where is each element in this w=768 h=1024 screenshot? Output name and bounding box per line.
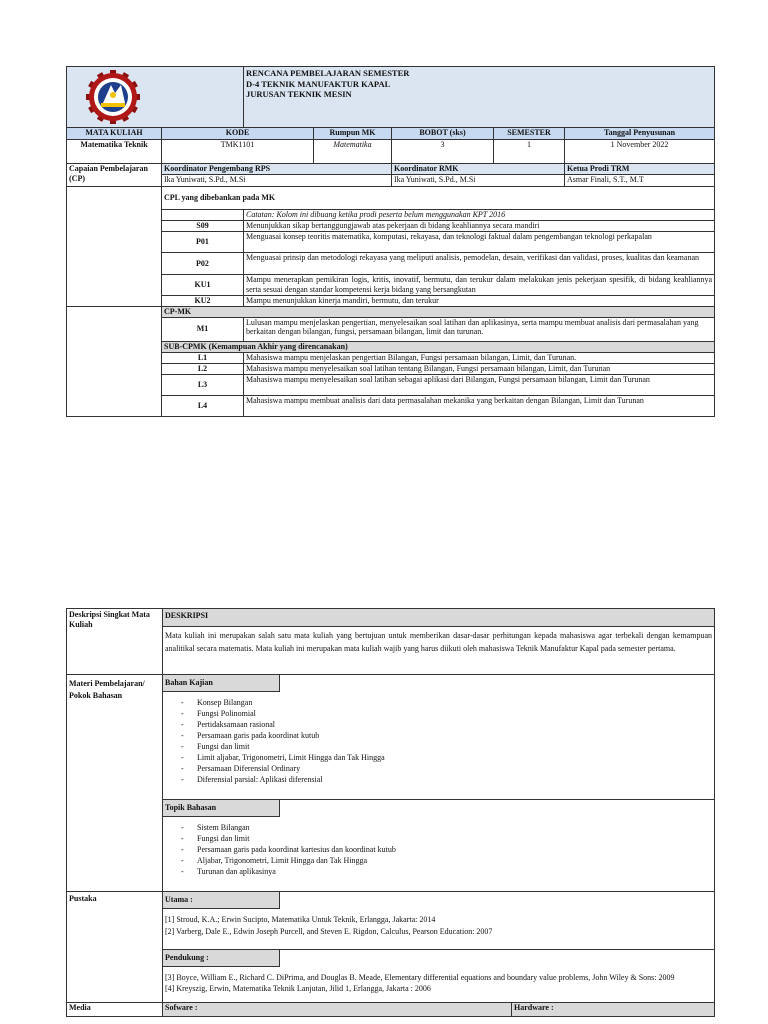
course-credits: 3: [392, 140, 494, 164]
course-group: Matematika: [314, 140, 392, 164]
bahan-kajian-cell: [163, 675, 715, 800]
cpl-code: KU1: [162, 275, 244, 296]
list-item: - Pertidaksamaan rasional: [181, 719, 712, 730]
media-label: Media: [67, 1003, 163, 1017]
rps-header-table: [66, 66, 715, 417]
name-kaprodi: Asmar Finali, S.T., M.T: [565, 175, 715, 187]
cpl-code: P02: [162, 253, 244, 275]
col-header-bobot: BOBOT (sks): [392, 128, 494, 140]
desc-label: Deskripsi Singkat Mata Kuliah: [67, 609, 163, 675]
cpmk-heading: CP-MK: [162, 307, 715, 318]
subcpmk-code: L3: [162, 374, 244, 395]
utama-heading: [163, 892, 281, 909]
document-title: RENCANA PEMBELAJARAN SEMESTER: [246, 68, 410, 78]
software-label: Sofware :: [163, 1003, 512, 1017]
note-spacer: [162, 210, 244, 221]
course-semester: 1: [494, 140, 565, 164]
list-item: - Limit aljabar, Trigonometri, Limit Hingga dan Tak Hingga: [181, 752, 712, 763]
poliwangi-logo: [79, 68, 147, 126]
utama-ref: [1] Stroud, K.A.; Erwin Sucipto, Matematika Untuk Teknik, Erlangga, Jakarta: 2014: [165, 914, 436, 924]
list-item: - Persamaan garis pada koordinat kutub: [181, 730, 712, 741]
topik-bahasan-cell: [163, 800, 715, 892]
bahan-heading: Bahan Kajian: [163, 675, 281, 692]
hardware-label: Hardware :: [512, 1003, 715, 1017]
course-name: Matematika Teknik: [67, 140, 162, 164]
pendukung-ref: [3] Boyce, William E., Richard C. DiPrima, and Douglas B. Meade, Elementary differential equations and boundary value problems, John Wiley & Sons: 2009: [165, 972, 675, 982]
col-header-mata-kuliah: MATA KULIAH: [67, 128, 162, 140]
pustaka-utama-cell: [163, 892, 715, 950]
cpmk-text: Lulusan mampu menjelaskan pengertian, menyelesaikan soal latihan dan aplikasinya, serta mampu membuat analisis dari permasalahan yang berkaitan dengan bilangan, fungsi, persamaan bilangan, limit dan turunan.: [244, 317, 715, 341]
topik-heading: Topik Bahasan: [163, 800, 281, 817]
role-kaprodi: Ketua Prodi TRM: [565, 164, 715, 175]
pustaka-pendukung-cell: [163, 950, 715, 1003]
cpl-text: Mampu menunjukkan kinerja mandiri, bermutu, dan terukur: [244, 296, 715, 307]
materi-label: Materi Pembelajaran/ Pokok Bahasan: [67, 675, 163, 892]
cpl-heading: CPL yang dibebankan pada MK: [162, 187, 715, 210]
course-date: 1 November 2022: [565, 140, 715, 164]
program-name: D-4 TEKNIK MANUFAKTUR KAPAL: [246, 78, 391, 89]
document-title-block: [244, 67, 715, 128]
cpl-code: S09: [162, 221, 244, 232]
list-item: - Fungsi dan limit: [181, 741, 712, 752]
list-item: - Turunan dan aplikasinya: [181, 866, 712, 877]
topik-list: [165, 822, 712, 877]
kpt-note: Catatan: Kolom ini dibuang ketika prodi peserta belum menggunakan KPT 2016: [244, 210, 715, 221]
course-code: TMK1101: [162, 140, 314, 164]
name-rmk: Ika Yuniwati, S.Pd., M.Si: [392, 175, 565, 187]
subcpmk-code: L4: [162, 395, 244, 416]
list-item: - Persamaan Diferensial Ordinary: [181, 763, 712, 774]
pendukung-heading: Pendukung :: [163, 950, 281, 967]
subcpmk-heading: SUB-CPMK (Kemampuan Akhir yang direncanakan): [162, 341, 715, 352]
list-item: - Konsep Bilangan: [181, 697, 712, 708]
cp-label: Capaian Pembelajaran (CP): [67, 164, 162, 187]
cpl-text: Mampu menerapkan pemikiran logis, kritis, inovatif, bermutu, dan terukur dalam melakukan jenis pekerjaan spesifik, di bidang keahliannya serta sesuai dengan standar kompetensi kerja bidang yang bersangkutan: [244, 275, 715, 296]
name-rps: Ika Yuniwati, S.Pd., M.Si: [162, 175, 392, 187]
utama-ref: [2] Varberg, Dale E., Edwin Joseph Purcell, and Steven E. Rigdon, Calculus, Pearson Education: 2007: [165, 926, 493, 936]
list-item: - Diferensial parsial: Aplikasi diferensial: [181, 774, 712, 785]
subcpmk-text: Mahasiswa mampu menyelesaikan soal latihan tentang Bilangan, Fungsi persamaan bilangan, Limit, dan Turunan: [244, 363, 715, 374]
cp-left-spacer: [67, 187, 162, 307]
list-item: - Persamaan garis pada koordinat kartesius dan koordinat kutub: [181, 844, 712, 855]
subcpmk-text: Mahasiswa mampu menjelaskan pengertian Bilangan, Fungsi persamaan bilangan, Limit, dan Turunan.: [244, 352, 715, 363]
bahan-list: [165, 697, 712, 785]
list-item: - Sistem Bilangan: [181, 822, 712, 833]
col-header-tanggal: Tanggal Penyusunan: [565, 128, 715, 140]
cpl-text: Menunjukkan sikap bertanggungjawab atas pekerjaan di bidang keahliannya secara mandiri: [244, 221, 715, 232]
cpl-text: Menguasai konsep teoritis matematika, komputasi, rekayasa, dan teknologi faktual dalam pengembangan teknologi perkapalan: [244, 232, 715, 253]
cpmk-code: M1: [162, 317, 244, 341]
desc-text: Mata kuliah ini merupakan salah satu mata kuliah yang bertujuan untuk memberikan dasar-dasar perhitungan kepada mahasiswa agar terbekali dengan kemampuan analitikal secara matematis. Mata kuliah ini merupakan mata kuliah wajib yang harus diikuti oleh mahasiswa Teknik Manufaktur Kapal pada semester pertama.: [163, 627, 715, 675]
department-name: JURUSAN TEKNIK MESIN: [246, 89, 352, 99]
cpmk-left-spacer: [67, 307, 162, 417]
cpl-code: KU2: [162, 296, 244, 307]
role-rps: Koordinator Pengembang RPS: [162, 164, 392, 175]
desc-heading: DESKRIPSI: [163, 609, 715, 627]
role-rmk: Koordinator RMK: [392, 164, 565, 175]
col-header-semester: SEMESTER: [494, 128, 565, 140]
list-item: - Fungsi Polinomial: [181, 708, 712, 719]
col-header-kode: KODE: [162, 128, 314, 140]
col-header-rumpun: Rumpun MK: [314, 128, 392, 140]
subcpmk-text: Mahasiswa mampu membuat analisis dari data permasalahan mekanika yang berkaitan dengan Bilangan, Limit dan Turunan: [244, 395, 715, 416]
cpl-text: Menguasai prinsip dan metodologi rekayasa yang meliputi analisis, pemodelan, desain, verifikasi dan validasi, proses, kualitas dan keamanan: [244, 253, 715, 275]
logo-cell: [67, 67, 244, 128]
utama-heading-text: Utama :: [165, 895, 193, 904]
subcpmk-code: L1: [162, 352, 244, 363]
list-item: - Aljabar, Trigonometri, Limit Hingga dan Tak Hingga: [181, 855, 712, 866]
rps-description-table: [66, 608, 715, 1017]
pustaka-label: Pustaka: [67, 892, 163, 1003]
list-item: - Fungsi dan limit: [181, 833, 712, 844]
pendukung-ref: [4] Kreyszig, Erwin, Matematika Teknik Lanjutan, Jilid 1, Erlangga, Jakarta : 2006: [165, 983, 431, 993]
subcpmk-code: L2: [162, 363, 244, 374]
subcpmk-text: Mahasiswa mampu menyelesaikan soal latihan sebagai aplikasi dari Bilangan, Fungsi persamaan bilangan, Limit dan Turunan: [244, 374, 715, 395]
cpl-code: P01: [162, 232, 244, 253]
